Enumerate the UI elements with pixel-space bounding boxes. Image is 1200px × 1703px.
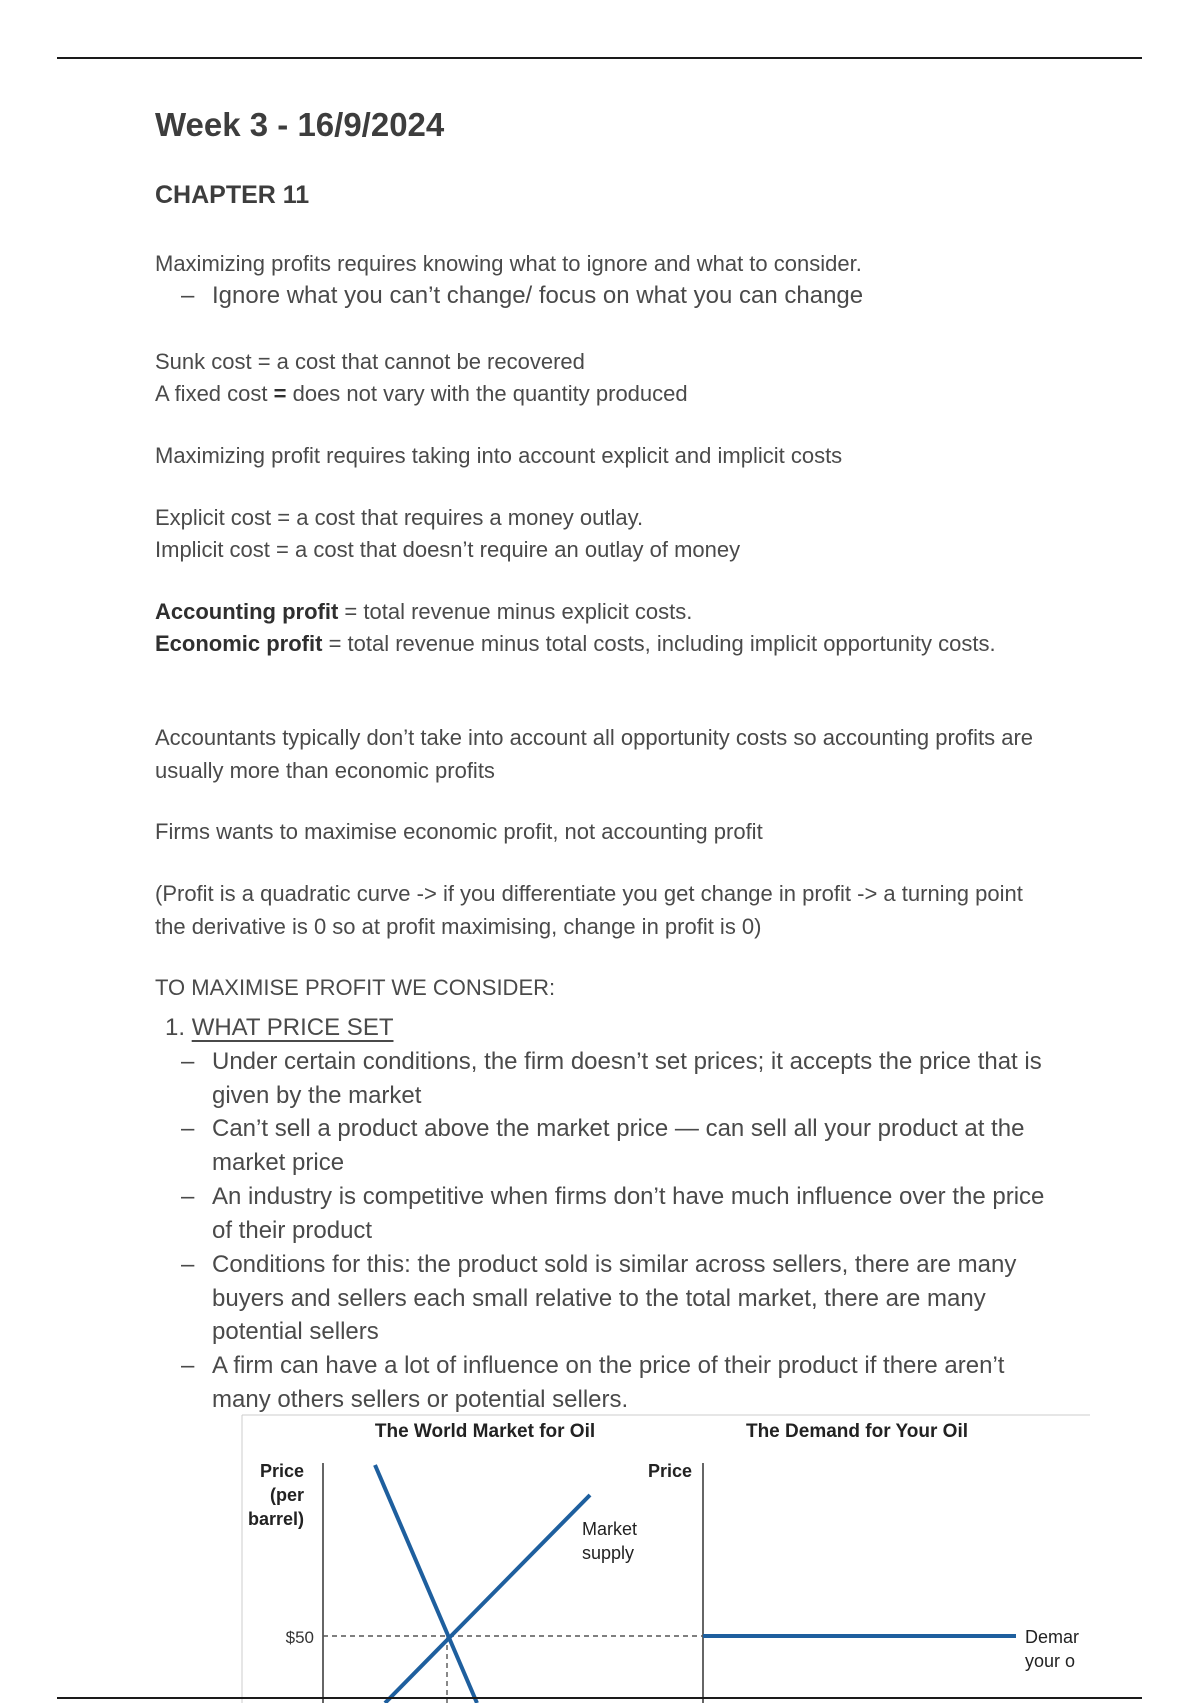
economic-profit-term: Economic profit [155,631,323,656]
implicit-cost-line: Implicit cost = a cost that doesn’t require an outlay of money [155,537,741,562]
series-label-line: supply [582,1543,635,1563]
chart-title: The Demand for Your Oil [745,1421,969,1442]
top-rule [57,57,1142,59]
market-supply-line [385,1495,590,1703]
dash-bullet: – [181,1048,195,1075]
page-title: Week 3 - 16/9/2024 [155,106,445,143]
list-item-text: An industry is competitive when firms don’t have much influence over the price of their product [212,1183,1045,1244]
firms-paragraph: Firms wants to maximise economic profit, not accounting profit [155,819,763,844]
y-axis-label-line: Price [259,1461,304,1481]
list-item-what-price [165,1011,393,1044]
y-axis-label-line: barrel) [247,1509,304,1529]
dash-bullet: – [181,1115,195,1142]
costs-paragraph: Maximizing profit requires taking into account explicit and implicit costs [155,443,843,468]
bottom-rule [57,1697,1142,1699]
list-item [181,1349,1062,1416]
dash-bullet: – [181,282,195,309]
quadratic-paragraph: (Profit is a quadratic curve -> if you differentiate you get change in profit -> a turning point the derivative is 0 so at profit maximising, change in profit is 0) [155,881,1023,939]
explicit-cost-line: Explicit cost = a cost that requires a money outlay. [155,505,644,530]
chapter-heading: CHAPTER 11 [155,181,310,209]
series-label-line: your o [1025,1651,1076,1671]
list-item [181,1180,1062,1247]
accounting-profit-line [155,596,1055,629]
dash-bullet: – [181,1352,195,1379]
y-axis-label-line: (per [269,1485,304,1505]
y-tick-label: $50 [285,1628,314,1647]
list-item-text: Can’t sell a product above the market price — can sell all your product at the market price [212,1115,1025,1176]
economic-profit-definition: = total revenue minus total costs, including implicit opportunity costs. [322,631,996,656]
fixed-cost-term: A fixed cost [155,381,274,406]
dash-bullet: – [181,1183,195,1210]
series-label-line: Demar [1025,1627,1080,1647]
accounting-profit-term: Accounting profit [155,599,339,624]
intro-point [181,279,1062,313]
fixed-cost-definition: does not vary with the quantity produced [286,381,688,406]
list-item-text: A firm can have a lot of influence on the price of their product if there aren’t many others sellers or potential sellers. [212,1352,1005,1413]
intro-paragraph: Maximizing profits requires knowing what to ignore and what to consider. [155,251,862,276]
accounting-profit-definition: = total revenue minus explicit costs. [338,599,693,624]
series-label-line: Market [582,1519,638,1539]
consider-heading: TO MAXIMISE PROFIT WE CONSIDER: [155,975,556,1000]
list-item [181,1248,1062,1349]
list-item-number: 1. [165,1014,186,1041]
list-item-text: Under certain conditions, the firm doesn’t set prices; it accepts the price that is given by the market [212,1048,1042,1109]
oil-market-figure [240,1413,1090,1703]
chart-title: The World Market for Oil [374,1421,596,1442]
list-item [181,1112,1062,1179]
y-axis-label: Price [647,1461,692,1481]
intro-point-text: Ignore what you can’t change/ focus on what you can change [212,282,864,309]
fixed-cost-line [155,378,1055,411]
market-demand-line [375,1465,477,1703]
list-item [181,1045,1062,1112]
list-item-text: Conditions for this: the product sold is similar across sellers, there are many buyers and sellers each small relative to the total market, there are many potential sellers [212,1251,1017,1345]
list-item-label: WHAT PRICE SET [191,1014,394,1041]
fixed-cost-equals: = [273,381,287,406]
economic-profit-line [155,628,1055,661]
accountants-paragraph: Accountants typically don’t take into account all opportunity costs so accounting profits are usually more than economic profits [155,725,1034,783]
dash-bullet: – [181,1251,195,1278]
sunk-cost-line: Sunk cost = a cost that cannot be recovered [155,349,585,374]
